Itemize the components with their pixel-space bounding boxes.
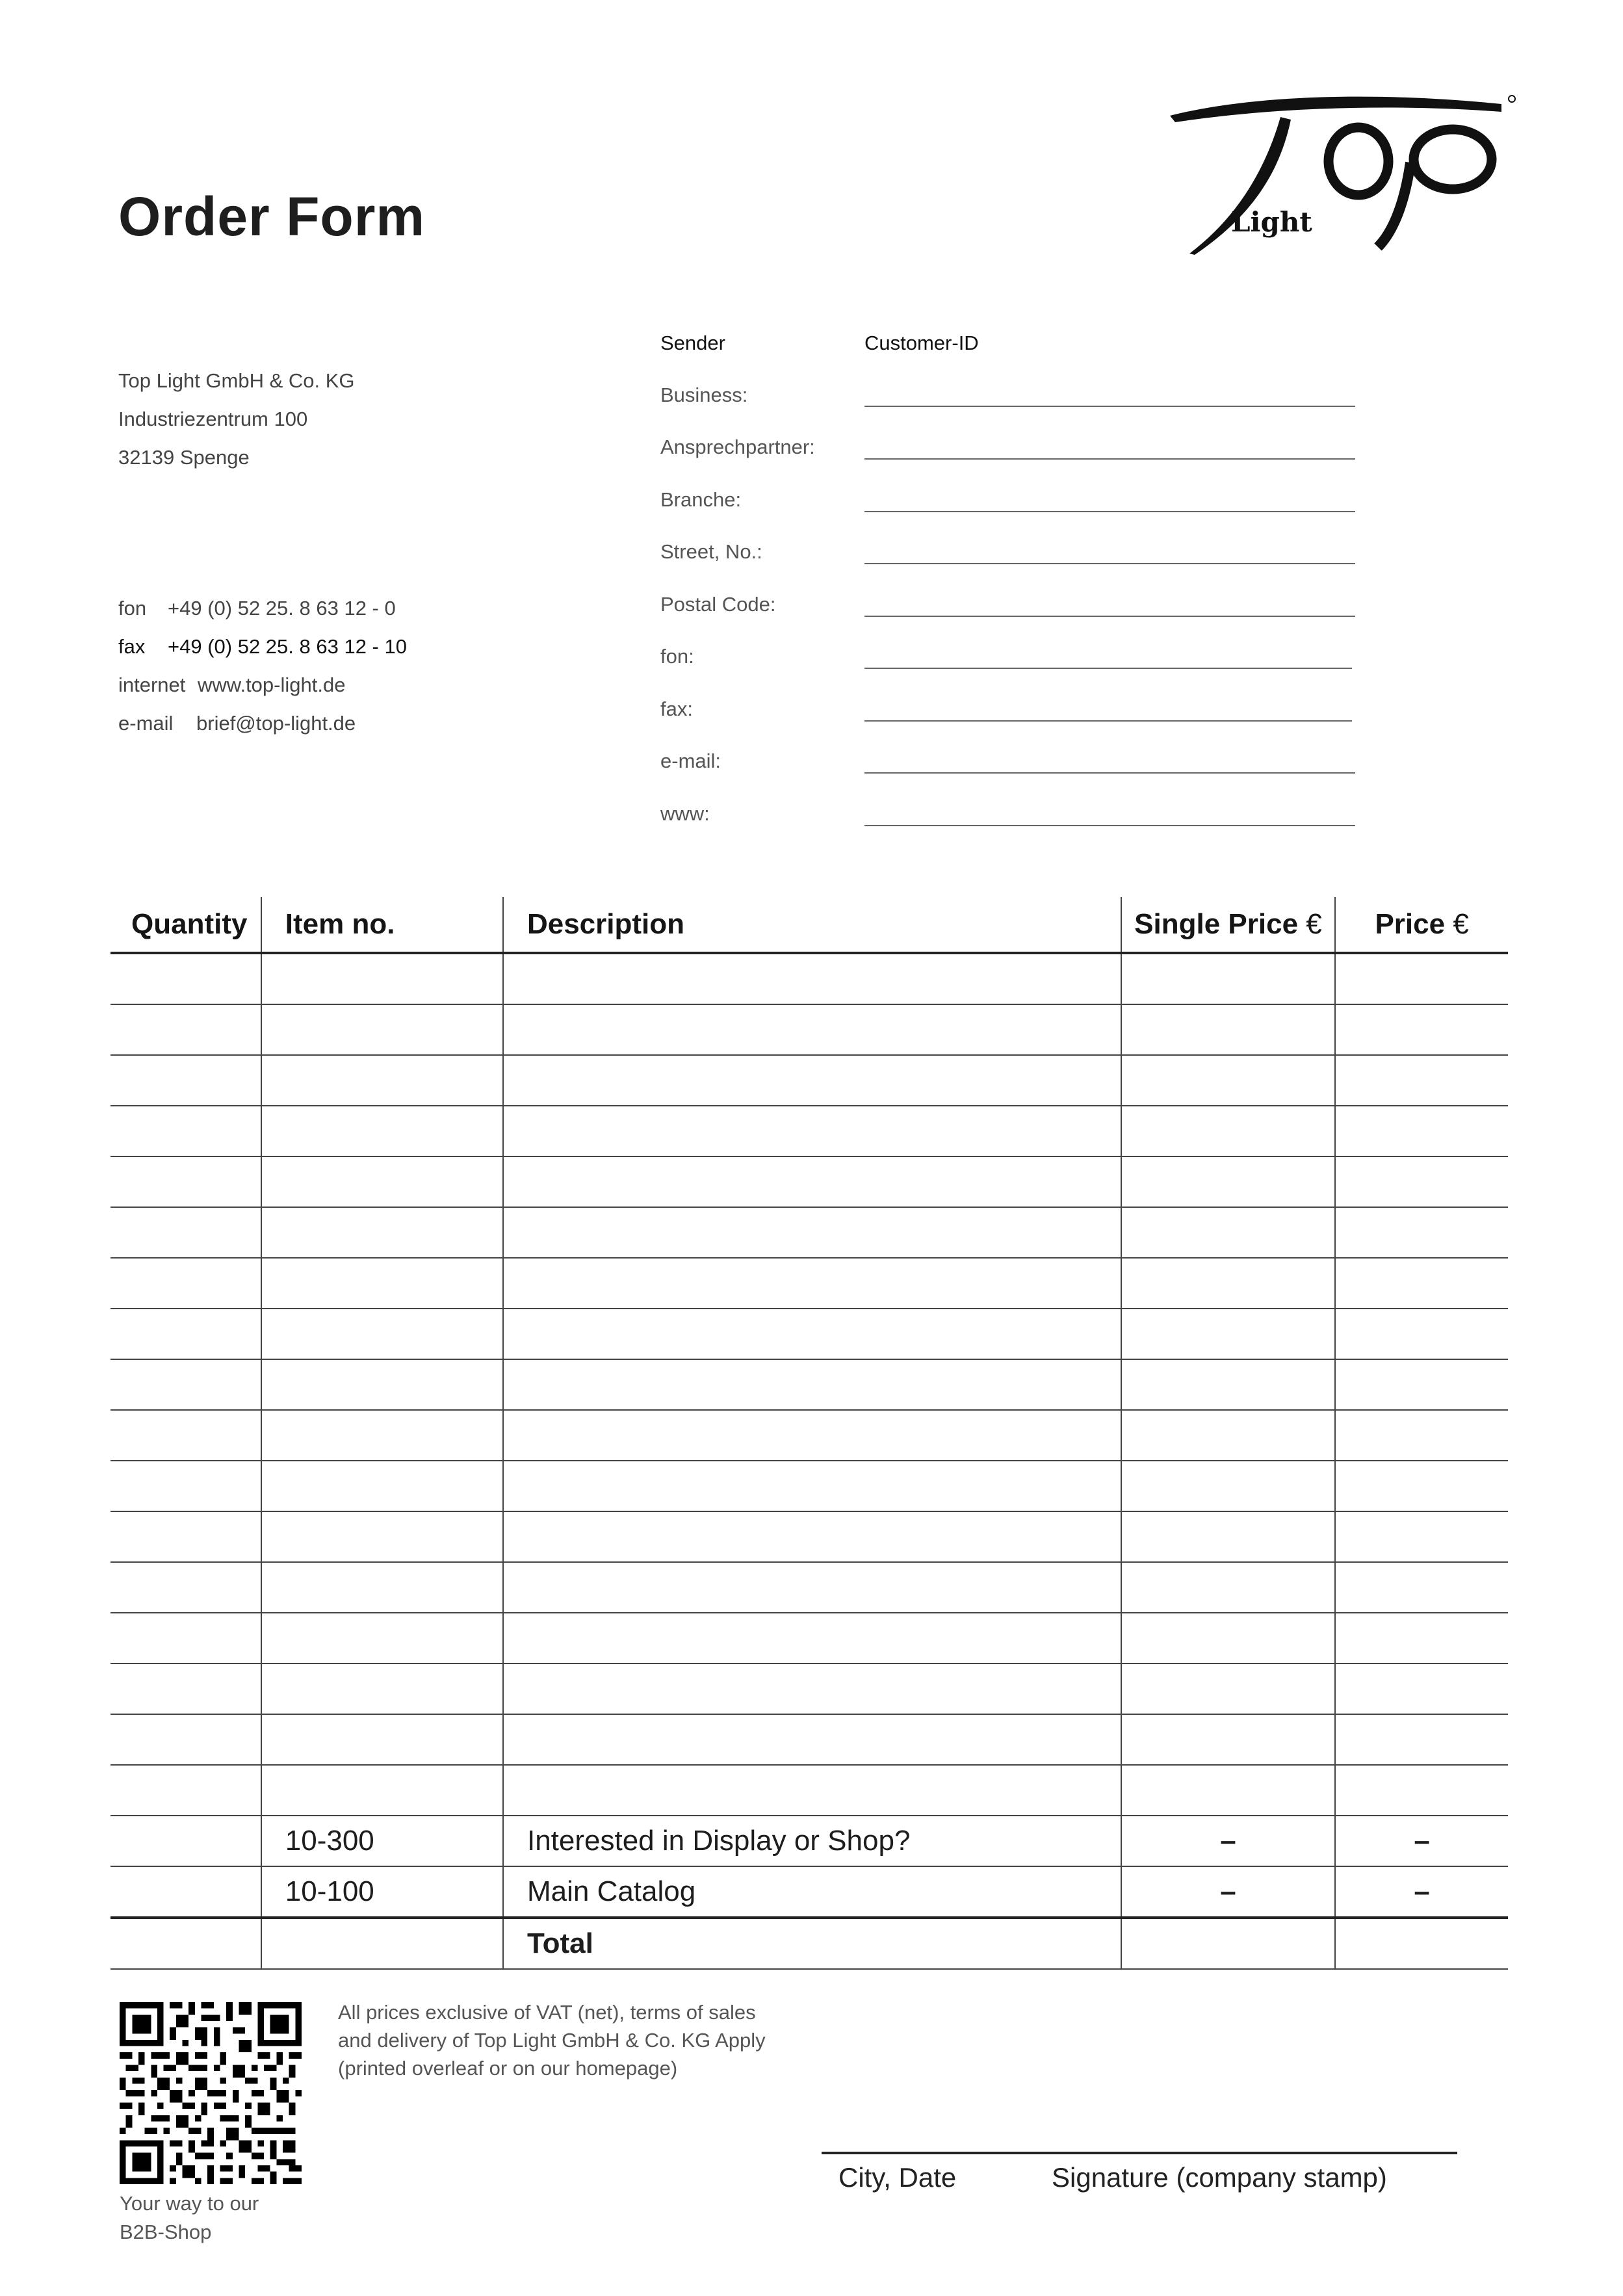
field-label-postal-code: Postal Code: bbox=[660, 593, 776, 616]
company-contact bbox=[118, 589, 407, 742]
company-street: Industriezentrum 100 bbox=[118, 408, 308, 430]
table-row-display-shop[interactable] bbox=[110, 1816, 1508, 1866]
company-city: 32139 Spenge bbox=[118, 446, 250, 469]
single-price-label: Single Price bbox=[1134, 908, 1299, 940]
email-value: brief@top-light.de bbox=[196, 712, 356, 735]
single-price-cell: – bbox=[1121, 1866, 1336, 1918]
sender-heading: Sender bbox=[660, 332, 725, 354]
table-row[interactable] bbox=[110, 1156, 1508, 1207]
price-label: Price bbox=[1375, 908, 1446, 940]
field-label-street: Street, No.: bbox=[660, 540, 762, 563]
field-line-www[interactable] bbox=[864, 825, 1355, 826]
table-row[interactable] bbox=[110, 953, 1508, 1004]
table-row[interactable] bbox=[110, 1613, 1508, 1663]
terms-line-2: and delivery of Top Light GmbH & Co. KG Apply bbox=[338, 2029, 766, 2052]
table-row[interactable] bbox=[110, 1004, 1508, 1055]
qr-code-image[interactable] bbox=[120, 2002, 302, 2184]
field-label-ansprechpartner: Ansprechpartner: bbox=[660, 436, 815, 458]
table-row[interactable] bbox=[110, 1410, 1508, 1461]
fon-value: +49 (0) 52 25. 8 63 12 - 0 bbox=[168, 597, 396, 620]
table-total-row bbox=[110, 1918, 1508, 1969]
col-single-price-header bbox=[1121, 897, 1336, 953]
field-line-ansprechpartner[interactable] bbox=[864, 458, 1355, 460]
signature-label: Signature (company stamp) bbox=[1052, 2162, 1387, 2193]
qr-caption-line-1: Your way to our bbox=[120, 2192, 259, 2215]
table-row[interactable] bbox=[110, 1309, 1508, 1359]
table-header-row bbox=[110, 897, 1508, 953]
col-price-header bbox=[1335, 897, 1508, 953]
field-label-fon: fon: bbox=[660, 645, 694, 668]
table-row[interactable] bbox=[110, 1461, 1508, 1511]
field-line-business[interactable] bbox=[864, 406, 1355, 407]
total-price-cell[interactable] bbox=[1335, 1918, 1508, 1969]
col-item-header: Item no. bbox=[261, 897, 503, 953]
company-name: Top Light GmbH & Co. KG bbox=[118, 369, 355, 392]
logo-sub-text: Light bbox=[1231, 206, 1312, 238]
field-line-street[interactable] bbox=[864, 563, 1355, 564]
item-no-cell: 10-100 bbox=[261, 1866, 503, 1918]
total-single-cell[interactable] bbox=[1121, 1918, 1336, 1969]
page-title: Order Form bbox=[118, 186, 426, 247]
price-cell: – bbox=[1335, 1866, 1508, 1918]
field-label-business: Business: bbox=[660, 384, 748, 406]
field-line-postal-code[interactable] bbox=[864, 616, 1355, 617]
terms-note bbox=[338, 1998, 766, 2082]
order-items-table bbox=[110, 897, 1508, 1970]
field-label-fax: fax: bbox=[660, 698, 693, 720]
qr-caption-line-2: B2B-Shop bbox=[120, 2221, 212, 2243]
top-light-logo bbox=[1163, 85, 1527, 260]
table-row[interactable] bbox=[110, 1511, 1508, 1562]
fax-label: fax bbox=[118, 635, 146, 658]
description-cell: Main Catalog bbox=[503, 1866, 1121, 1918]
field-label-www: www: bbox=[660, 802, 710, 825]
table-row[interactable] bbox=[110, 1765, 1508, 1816]
field-label-branche: Branche: bbox=[660, 488, 742, 511]
table-row[interactable] bbox=[110, 1207, 1508, 1258]
field-line-fon[interactable] bbox=[864, 668, 1352, 669]
company-address bbox=[118, 361, 355, 476]
table-row[interactable] bbox=[110, 1663, 1508, 1714]
field-line-branche[interactable] bbox=[864, 511, 1355, 512]
field-label-email: e-mail: bbox=[660, 750, 721, 772]
description-cell: Interested in Display or Shop? bbox=[503, 1816, 1121, 1866]
fax-value: +49 (0) 52 25. 8 63 12 - 10 bbox=[168, 635, 407, 658]
field-line-email[interactable] bbox=[864, 772, 1355, 774]
table-row[interactable] bbox=[110, 1359, 1508, 1410]
internet-label: internet bbox=[118, 673, 186, 696]
table-row-main-catalog[interactable] bbox=[110, 1866, 1508, 1918]
field-line-fax[interactable] bbox=[864, 720, 1352, 722]
table-row[interactable] bbox=[110, 1106, 1508, 1156]
email-label: e-mail bbox=[118, 712, 174, 735]
table-row[interactable] bbox=[110, 1714, 1508, 1765]
item-no-cell: 10-300 bbox=[261, 1816, 503, 1866]
terms-line-3: (printed overleaf or on our homepage) bbox=[338, 2057, 678, 2080]
total-label: Total bbox=[503, 1918, 1121, 1969]
internet-value: www.top-light.de bbox=[198, 673, 346, 696]
qr-caption bbox=[120, 2189, 259, 2247]
table-row[interactable] bbox=[110, 1258, 1508, 1309]
single-price-cell: – bbox=[1121, 1816, 1336, 1866]
fon-label: fon bbox=[118, 597, 147, 620]
table-row[interactable] bbox=[110, 1562, 1508, 1613]
signature-line[interactable] bbox=[822, 2152, 1457, 2154]
terms-line-1: All prices exclusive of VAT (net), terms of sales bbox=[338, 2001, 756, 2024]
price-currency: € bbox=[1453, 908, 1469, 940]
table-row[interactable] bbox=[110, 1055, 1508, 1106]
customer-id-heading: Customer-ID bbox=[864, 332, 979, 354]
col-description-header: Description bbox=[503, 897, 1121, 953]
price-cell: – bbox=[1335, 1816, 1508, 1866]
single-price-currency: € bbox=[1306, 908, 1322, 940]
city-date-label: City, Date bbox=[838, 2162, 957, 2193]
col-quantity-header: Quantity bbox=[110, 897, 261, 953]
